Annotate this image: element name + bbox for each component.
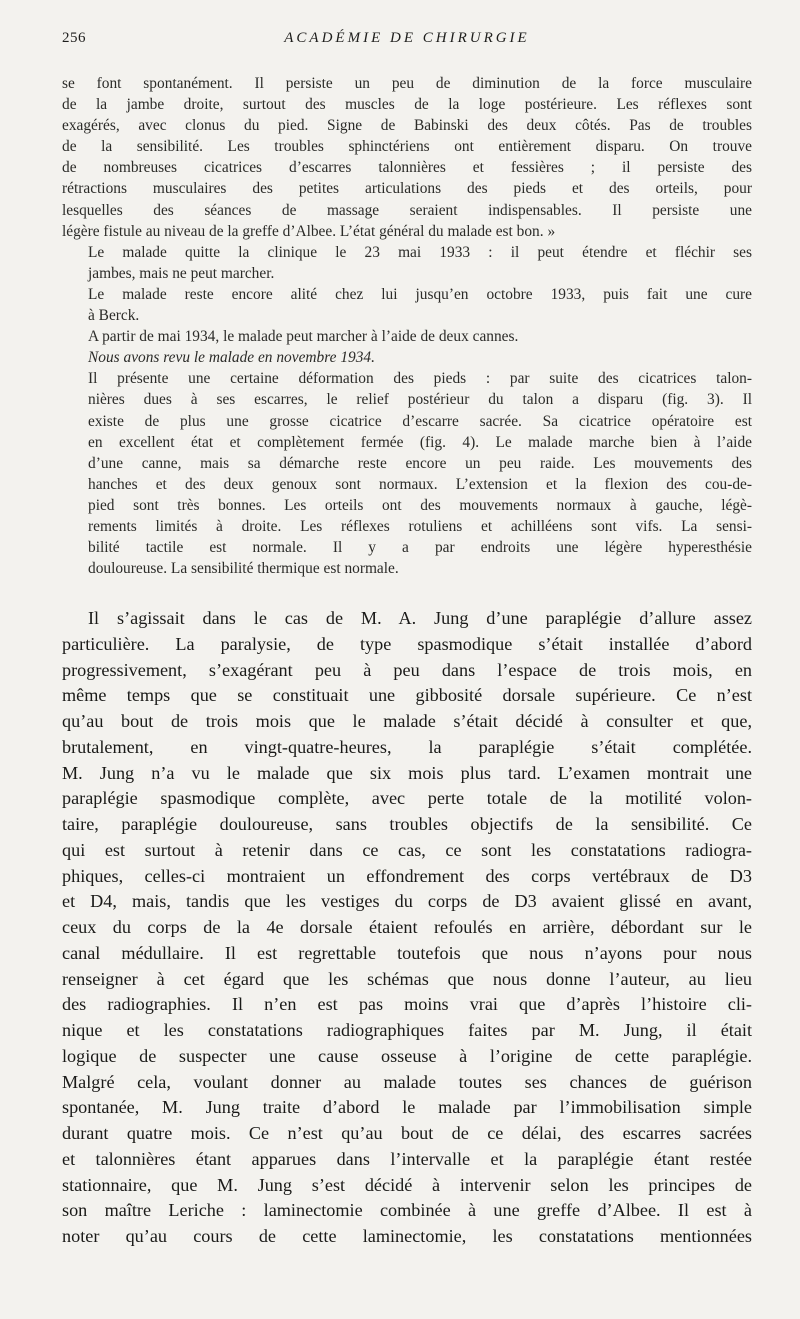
text-line: de nombreuses cicatrices d’escarres talonnières et fessières ; il persiste des	[62, 159, 752, 177]
text-line: Le malade quitte la clinique le 23 mai 1933 : il peut étendre et fléchir ses	[88, 243, 752, 261]
text-line: durant quatre mois. Ce n’est qu’au bout de ce délai, des escarres sacrées	[62, 1123, 752, 1143]
paragraph	[62, 73, 752, 242]
paragraph	[62, 242, 752, 284]
text-line: Il présente une certaine déformation des pieds : par suite des cicatrices talon-	[88, 370, 752, 388]
text-line: douloureuse. La sensibilité thermique est normale.	[88, 560, 399, 578]
text-line: progressivement, s’exagérant peu à peu dans l’espace de trois mois, en	[62, 659, 752, 680]
text-line: d’une canne, mais sa démarche reste encore un peu raide. Les mouvements des	[88, 454, 752, 472]
paragraph	[62, 347, 752, 368]
text-line: phiques, celles-ci montraient un effondrement des corps vertébraux de D3	[62, 865, 752, 886]
text-line: ceux du corps de la 4e dorsale étaient refoulés en arrière, débordant sur le	[62, 917, 752, 937]
text-line: Il s’agissait dans le cas de M. A. Jung d’une paraplégie d’allure assez	[88, 608, 752, 628]
text-line: Nous avons revu le malade en novembre 1934.	[88, 349, 375, 367]
text-line: particulière. La paralysie, de type spasmodique s’était installée d’abord	[62, 633, 752, 654]
text-line: rétractions musculaires des petites articulations des pieds et des orteils, pour	[62, 180, 752, 198]
text-line: canal médullaire. Il est regrettable toutefois que nous n’ayons pour nous	[62, 942, 752, 963]
text-line: hanches et des deux genoux sont normaux. L’extension et la flexion des cou-de-	[88, 475, 752, 493]
text-line: à Berck.	[88, 307, 140, 325]
text-line: A partir de mai 1934, le malade peut marcher à l’aide de deux cannes.	[88, 328, 519, 346]
text-line: noter qu’au cours de cette laminectomie, les constatations mentionnées	[62, 1226, 752, 1246]
text-line: brutalement, en vingt-quatre-heures, la paraplégie s’était complétée.	[62, 736, 752, 757]
text-line: légère fistule au niveau de la greffe d’Albee. L’état général du malade est bon. »	[62, 222, 556, 240]
paragraph	[62, 284, 752, 326]
text-line: des radiographies. Il n’en est pas moins vrai que d’après l’histoire cli-	[62, 994, 752, 1015]
text-line: M. Jung n’a vu le malade que six mois plus tard. L’examen montrait une	[62, 762, 752, 783]
text-line: de la sensibilité. Les troubles sphinctériens ont entièrement disparu. On trouve	[62, 138, 752, 156]
text-line: pied sont très bonnes. Les orteils ont des mouvements normaux à gauche, légè-	[88, 496, 752, 514]
text-line: exagérés, avec clonus du pied. Signe de Babinski des deux côtés. Pas de troubles	[62, 117, 752, 135]
text-line: qui est surtout à retenir dans ce cas, ce sont les constatations radiogra-	[62, 839, 752, 860]
paragraph	[62, 326, 752, 347]
text-line: stationnaire, que M. Jung s’est décidé à intervenir selon les principes de	[62, 1174, 752, 1195]
page-number: 256	[62, 30, 86, 46]
text-line: qu’au bout de trois mois que le malade s’était décidé à consulter et que,	[62, 711, 752, 731]
text-line: de la jambe droite, surtout des muscles de la loge postérieure. Les réflexes sont	[62, 96, 752, 114]
text-line: nique et les constatations radiographiques faites par M. Jung, il était	[62, 1020, 752, 1040]
text-line: logique de suspecter une cause osseuse à l’origine de cette paraplégie.	[62, 1045, 752, 1066]
text-line: se font spontanément. Il persiste un peu de diminution de la force musculaire	[62, 75, 752, 92]
commentary-block	[62, 606, 752, 1250]
text-line: bilité tactile est normale. Il y a par endroits une légère hyperesthésie	[88, 539, 752, 557]
text-line: jambes, mais ne peut marcher.	[88, 264, 275, 282]
text-line: renseigner à cet égard que les schémas que nous donne l’auteur, au lieu	[62, 968, 752, 989]
text-line: en excellent état et complètement fermée (fig. 4). Le malade marche bien à l’aide	[88, 433, 752, 451]
text-line: taire, paraplégie douloureuse, sans troubles objectifs de la sensibilité. Ce	[62, 814, 752, 834]
text-line: son maître Leriche : laminectomie combinée à une greffe d’Albee. Il est à	[62, 1200, 752, 1221]
text-line: rements limités à droite. Les réflexes rotuliens et achilléens sont vifs. La sensi-	[88, 517, 752, 535]
text-line: paraplégie spasmodique complète, avec perte totale de la motilité volon-	[62, 788, 752, 809]
text-line: Malgré cela, voulant donner au malade toutes ses chances de guérison	[62, 1071, 752, 1092]
text-line: Le malade reste encore alité chez lui jusqu’en octobre 1933, puis fait une cure	[88, 285, 752, 303]
text-line: et talonnières étant apparues dans l’intervalle et la paraplégie étant restée	[62, 1148, 752, 1169]
text-line: spontanée, M. Jung traite d’abord le malade par l’immobilisation simple	[62, 1097, 752, 1118]
paragraph	[62, 606, 752, 1250]
text-line: existe de plus une grosse cicatrice d’escarre sacrée. Sa cicatrice opératoire est	[88, 412, 752, 430]
text-line: nières dues à ses escarres, le relief postérieur du talon a disparu (fig. 3). Il	[88, 391, 752, 409]
case-report-block	[62, 73, 752, 579]
running-head: ACADÉMIE DE CHIRURGIE	[284, 30, 530, 46]
text-line: et D4, mais, tandis que les vestiges du corps de D3 avaient glissé en avant,	[62, 891, 752, 912]
paragraph	[62, 368, 752, 579]
text-line: même temps que se constituait une gibbosité dorsale supérieure. Ce n’est	[62, 685, 752, 706]
text-line: lesquelles des séances de massage seraient indispensables. Il persiste une	[62, 201, 752, 219]
page-header	[62, 30, 752, 54]
